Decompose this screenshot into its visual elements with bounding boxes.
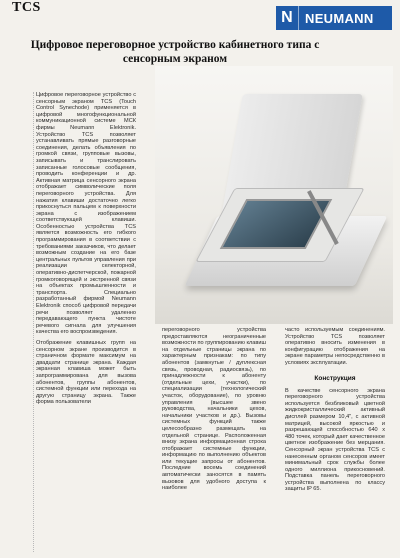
product-photo [155,66,393,324]
page-title: Цифровое переговорное устройство кабинетного типа с сенсорным экраном [30,39,320,65]
section-heading-construction: Конструкция [314,374,356,382]
text-column-3 [285,327,385,552]
intro-paragraph: Цифровое переговорное устройство с сенсорным экраном TCS (Touch Control Synechode) применяется в цифровой многофункциональной коммуникационной системе МСК фирмы Neumann Elektronik. Устройство TCS позволяет устанавливать прямые разговорные соединения, делать объявления по громкой связи, групповые вызовы, записывать и транслировать записанные голосовые сообщения, проводить конференции и др. Активная матрица сенсорного экрана отображает символические поля переговорного устройства. Для нажатия клавиши достаточно легко прикоснуться пальцем к поверхности экрана с изображением соответствующей клавиши. Особенностью устройства TCS является возможность его гибкого программирования в соответствии с требованиями заказчиков, что делает возможным создание на его базе центральных пультов управления при реализации селекторной, оперативно-диспетчерской, пожарной громкоговорящей и экстренной связи на объектах промышленности и транспорта. Специально разработанный фирмой Neumann Elektronik способ цифровой передачи речи позволяет удаленно передавающего пункта чистоте речевого сигнала для улучшения качества его воспроизведения. [36,92,136,336]
text-column-1 [33,92,136,552]
neumann-logo [276,6,392,30]
config-paragraph: часто используемым соединениям. Устройство TCS позволяет оперативно вносить изменения в конфигурацию отображения на экране параметры непосредственно в условиях эксплуатации. [285,327,385,366]
display-paragraph: Отображение клавишных групп на сенсорном экране производится в страничном формате максимум на двадцати странице экрана. Каждая экранная клавиша может быть запрограммирована для вызова абонентов, группы абонентов, системной функции или перехода на другую страницу экрана. Также форма пользователи [36,339,136,406]
construction-paragraph: В качестве сенсорного экрана переговорного устройства используется безбликовый цветной жидкокристаллический активный дисплей размером 10,4", с активной матрицей, высокой яркостью и разрешающей способностью 640 x 480 точек, который дает качественное цветное изображение без мерцания. Сенсорный экран устройства TCS с нанесенным органом сенсоров имеет минимальный срок службы более одного миллиона прикосновений. Подставка панель переговорного устройства выполнена по классу защиты IP 65. [285,387,385,493]
grouping-paragraph: переговорного устройства предоставляются неограниченные возможности по группированию клавиш на отдельные страницы экрана по характерным признакам: по типу абонентов (замкнутые / дуплексная связь, проводная, радиосвязь), по принадлежности к абоненту (отдельные цехи, участки), по специализации (технологический участок, оборудование), по уровню управления (высшее звено руководства, начальники цехов, начальники участков и др.). Вызовы системных функций также целесообразно размещать на отдельной странице. Расположенная внизу экрана информационная строка отображает системные функции, информацию по выполнению объектов или текущие запросы от абонентов. Последние восемь соединений автоматически заносятся в память вызовов для удобного доступа к наиболее [162,327,266,492]
logo-text: NEUMANN [305,10,374,26]
neumann-logo-icon: Ν [276,6,299,30]
brand-code: TCS [12,0,41,15]
text-column-2 [162,327,266,552]
